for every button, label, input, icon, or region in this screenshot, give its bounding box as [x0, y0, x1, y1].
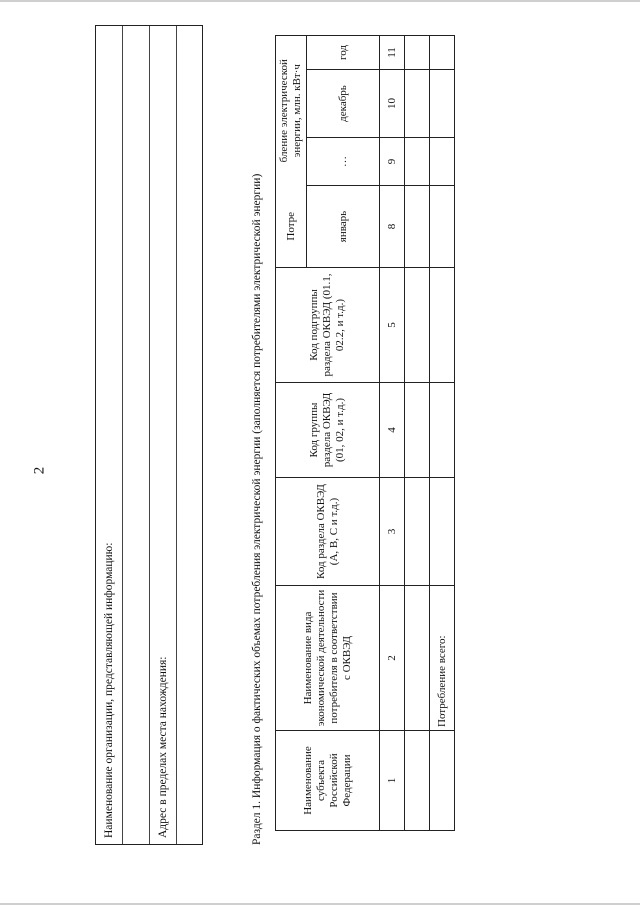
header-row-1 [276, 35, 307, 830]
section-title: Раздел 1. Информация о фактических объемах потребления электрической энергии (заполняется потребителями электрической энергии) [251, 173, 263, 845]
column-number: 5 [380, 268, 405, 383]
column-number: 2 [380, 586, 405, 731]
organization-name-blank-row[interactable] [123, 26, 150, 844]
header-group-code: Код группы раздела ОКВЭД (01, 02, и т.д.) [276, 383, 380, 478]
table-cell[interactable] [405, 383, 430, 478]
header-january: январь [307, 186, 380, 268]
table-cell[interactable] [405, 731, 430, 831]
header-activity: Наименование вида экономической деятельности потребителя в соответствии с ОКВЭД [276, 586, 380, 731]
header-consumption-prefix: Потре [276, 186, 307, 268]
consumption-table [275, 35, 455, 831]
column-number-row [380, 35, 405, 830]
table-cell[interactable] [405, 35, 430, 69]
table-cell[interactable] [430, 478, 455, 586]
header-section-code: Код раздела ОКВЭД (А, В, С и т.д.) [276, 478, 380, 586]
table-row [405, 35, 430, 830]
column-number: 10 [380, 70, 405, 138]
table-cell[interactable] [430, 268, 455, 383]
column-number: 1 [380, 731, 405, 831]
column-number: 11 [380, 35, 405, 69]
address-blank-row[interactable] [177, 26, 204, 844]
organization-name-row[interactable] [96, 26, 123, 844]
header-subgroup-code: Код подгруппы раздела ОКВЭД (01.1, 02.2, и т.д.) [276, 268, 380, 383]
total-row [430, 35, 455, 830]
table-cell[interactable] [405, 186, 430, 268]
header-december: декабрь [307, 70, 380, 138]
table-cell[interactable] [430, 70, 455, 138]
column-number: 9 [380, 138, 405, 186]
table-cell[interactable] [430, 186, 455, 268]
organization-name-label: Наименование организации, представляющей информацию: [103, 542, 115, 838]
column-number: 3 [380, 478, 405, 586]
column-number: 4 [380, 383, 405, 478]
table-cell[interactable] [430, 383, 455, 478]
header-ellipsis: … [307, 138, 380, 186]
column-number: 8 [380, 186, 405, 268]
table-cell[interactable] [405, 138, 430, 186]
table-cell[interactable] [405, 478, 430, 586]
table-cell[interactable] [405, 586, 430, 731]
table-cell[interactable] [430, 731, 455, 831]
scan-edge-top [0, 0, 640, 2]
table-cell[interactable] [430, 35, 455, 69]
organization-info-box [95, 25, 203, 845]
address-label: Адрес в пределах места нахождения: [157, 656, 169, 838]
header-consumption-suffix: бление электрической энергии, млн. кВт·ч [276, 35, 307, 185]
header-subject: Наименование субъекта Российской Федерации [276, 731, 380, 831]
header-year: год [307, 35, 380, 69]
page-number: 2 [31, 466, 48, 475]
rotated-page-content [95, 25, 450, 845]
table-cell[interactable] [405, 70, 430, 138]
table-cell[interactable] [430, 138, 455, 186]
table-cell[interactable] [405, 268, 430, 383]
total-label: Потребление всего: [430, 586, 455, 731]
address-row[interactable] [150, 26, 177, 844]
